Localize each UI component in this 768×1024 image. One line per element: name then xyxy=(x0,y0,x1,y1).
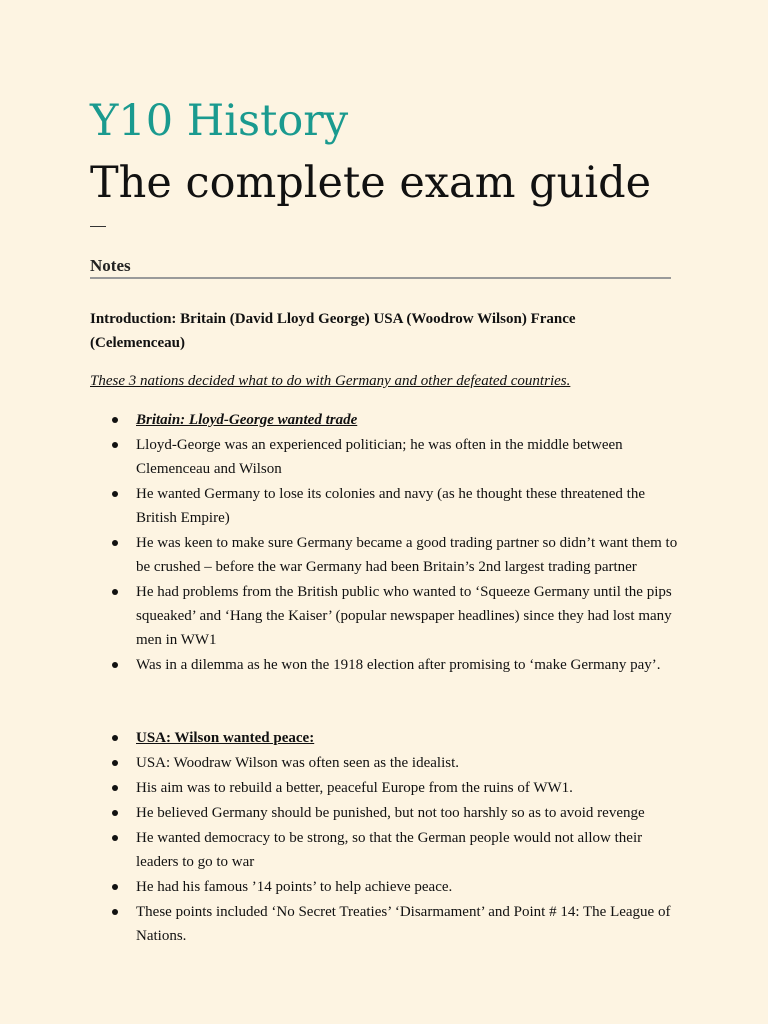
usa-list xyxy=(90,726,685,949)
bullet-icon xyxy=(112,909,118,915)
list-item-text: USA: Woodraw Wilson was often seen as the idealist. xyxy=(136,755,459,771)
list-item-text: He had problems from the British public who wanted to ‘Squeeze Germany until the pips squeaked’ and ‘Hang the Kaiser’ (popular newspaper headlines) since they had lost many men in WW1 xyxy=(136,584,672,648)
list-item xyxy=(90,482,685,530)
list-item xyxy=(90,826,685,874)
title-divider xyxy=(90,226,106,227)
list-item-text: These points included ‘No Secret Treaties’ ‘Disarmament’ and Point # 14: The League of Nations. xyxy=(136,904,671,944)
bullet-icon xyxy=(112,884,118,890)
intro-paragraph: Introduction: Britain (David Lloyd George) USA (Woodrow Wilson) France (Celemenceau) xyxy=(90,311,576,351)
list-item-text: His aim was to rebuild a better, peaceful Europe from the ruins of WW1. xyxy=(136,780,573,796)
list-item-text: He wanted democracy to be strong, so that the German people would not allow their leaders to go to war xyxy=(136,830,643,870)
document-title: Y10 History xyxy=(90,96,349,146)
list-item xyxy=(90,801,685,825)
list-item-text: Lloyd-George was an experienced politician; he was often in the middle between Clemenceau and Wilson xyxy=(136,437,623,477)
bullet-icon xyxy=(112,810,118,816)
intro-note: These 3 nations decided what to do with Germany and other defeated countries. xyxy=(90,373,571,389)
list-item-text: Was in a dilemma as he won the 1918 election after promising to ‘make Germany pay’. xyxy=(136,657,661,673)
list-item xyxy=(90,875,685,899)
list-item xyxy=(90,776,685,800)
bullet-icon xyxy=(112,491,118,497)
list-item xyxy=(90,408,685,432)
britain-heading: Britain: Lloyd-George wanted trade xyxy=(136,412,358,428)
bullet-icon xyxy=(112,735,118,741)
bullet-icon xyxy=(112,785,118,791)
bullet-icon xyxy=(112,835,118,841)
list-item-text: He wanted Germany to lose its colonies and navy (as he thought these threatened the British Empire) xyxy=(136,486,646,526)
document-subtitle: The complete exam guide xyxy=(90,158,652,208)
bullet-icon xyxy=(112,662,118,668)
list-item xyxy=(90,580,685,652)
list-item-text: He believed Germany should be punished, but not too harshly so as to avoid revenge xyxy=(136,805,645,821)
list-item-text: He had his famous ’14 points’ to help achieve peace. xyxy=(136,879,453,895)
list-item xyxy=(90,531,685,579)
bullet-icon xyxy=(112,417,118,423)
list-item xyxy=(90,900,685,948)
usa-heading: USA: Wilson wanted peace: xyxy=(136,730,315,746)
list-item xyxy=(90,751,685,775)
list-item xyxy=(90,433,685,481)
list-item xyxy=(90,726,685,750)
list-item xyxy=(90,653,685,677)
bullet-icon xyxy=(112,442,118,448)
bullet-icon xyxy=(112,540,118,546)
notes-heading: Notes xyxy=(90,256,131,275)
bullet-icon xyxy=(112,589,118,595)
britain-list xyxy=(90,408,685,678)
notes-divider xyxy=(90,277,671,279)
list-item-text: He was keen to make sure Germany became a good trading partner so didn’t want them to be crushed – before the war Germany had been Britain’s 2nd largest trading partner xyxy=(136,535,678,575)
bullet-icon xyxy=(112,760,118,766)
